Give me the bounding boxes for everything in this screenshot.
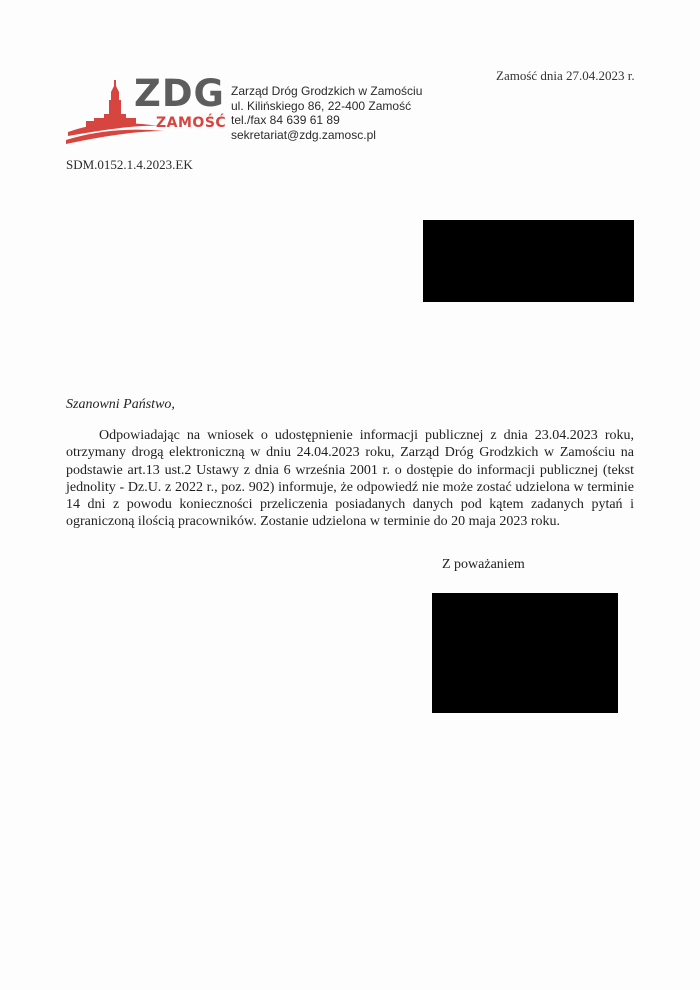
- closing: Z poważaniem: [442, 557, 525, 572]
- organization-address: [231, 84, 422, 142]
- salutation: Szanowni Państwo,: [66, 397, 175, 412]
- org-name: Zarząd Dróg Grodzkich w Zamościu: [231, 84, 423, 98]
- letter-date: Zamość dnia 27.04.2023 r.: [496, 68, 635, 83]
- logo-abbreviation: ZDG: [134, 72, 225, 115]
- reference-number: SDM.0152.1.4.2023.EK: [66, 157, 193, 172]
- redacted-signature: [432, 593, 618, 713]
- letter-body: Odpowiadając na wniosek o udostępnienie informacji publicznej z dnia 23.04.2023 roku, otrzymany drogą elektroniczną w dniu 24.04.2023 roku, Zarząd Dróg Grodzkich w Zamościu na podstawie art.13 ust.2 Ustawy z dnia 6 września 2001 r. o dostępie do informacji publicznej (tekst jednolity - Dz.U. z 2022 r., poz. 902) informuje, że odpowiedź nie może zostać udzielona w terminie 14 dni z powodu konieczności przeliczenia posiadanych danych pod kątem zadanych pytań i ograniczoną ilością pracowników. Zostanie udzielona w terminie do 20 maja 2023 roku.: [66, 428, 634, 530]
- redacted-recipient-address: [423, 220, 634, 302]
- org-street: ul. Kilińskiego 86, 22-400 Zamość: [231, 98, 412, 113]
- org-phone: tel./fax 84 639 61 89: [231, 113, 340, 127]
- org-email: sekretariat@zdg.zamosc.pl: [231, 127, 376, 142]
- logo-city: ZAMOŚĆ: [156, 115, 227, 131]
- zdg-logo: [66, 74, 226, 152]
